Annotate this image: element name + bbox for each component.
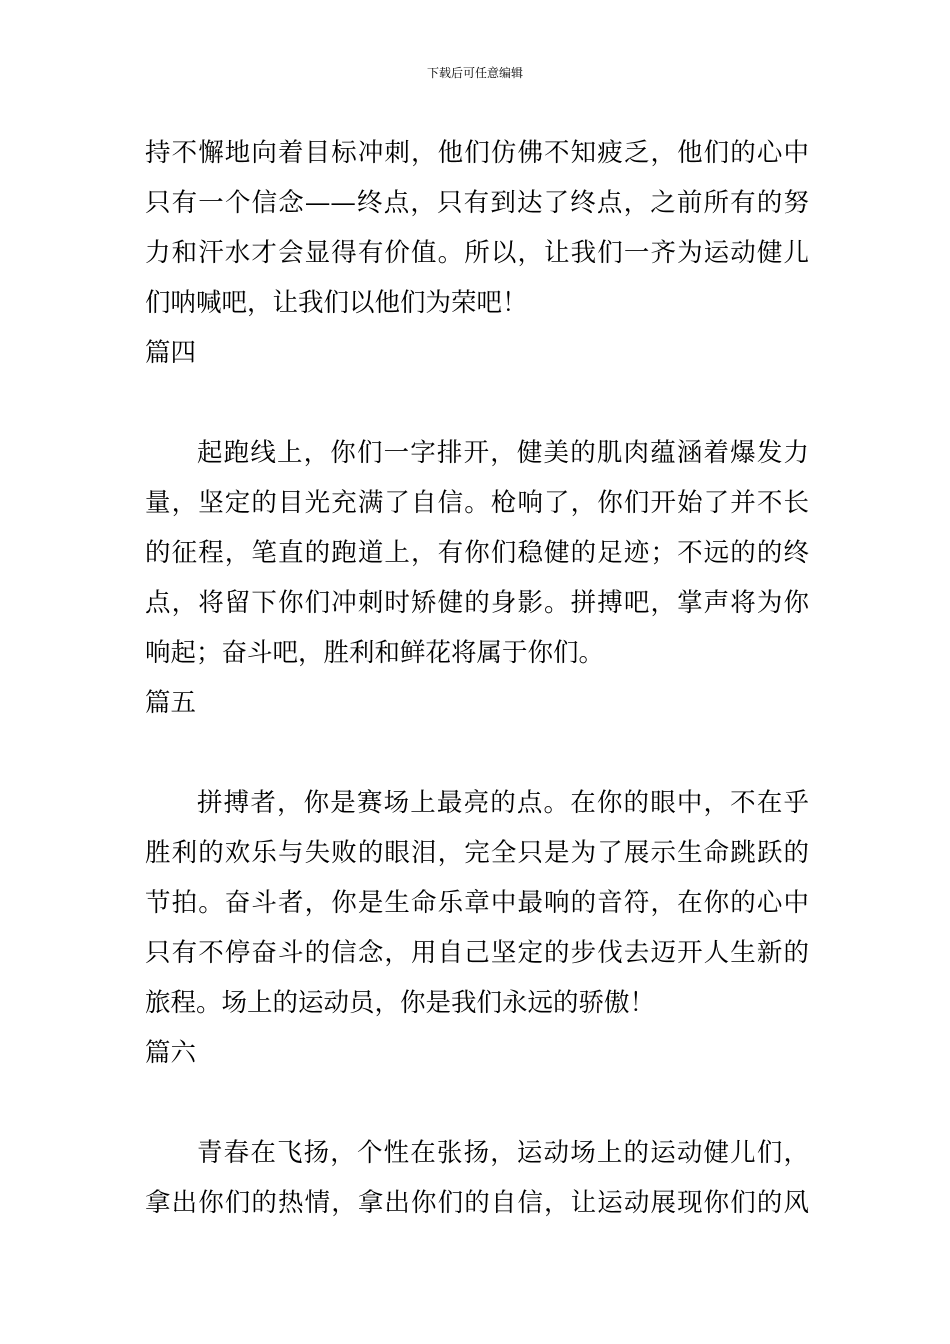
text-line: 量，坚定的目光充满了自信。枪响了，你们开始了并不长	[145, 488, 809, 518]
document-body	[145, 128, 809, 1228]
paragraph-first-line: 拼搏者，你是赛场上最亮的点。在你的眼中，不在乎	[197, 788, 809, 818]
text-line: 胜利的欢乐与失败的眼泪，完全只是为了展示生命跳跃的	[145, 838, 809, 868]
text-line: 持不懈地向着目标冲刺，他们仿佛不知疲乏，他们的心中	[145, 138, 809, 168]
blank-line	[145, 728, 809, 778]
text-line: 只有不停奋斗的信念，用自己坚定的步伐去迈开人生新的	[145, 938, 809, 968]
text-line: 节拍。奋斗者，你是生命乐章中最响的音符，在你的心中	[145, 888, 809, 918]
text-line: 只有一个信念——终点，只有到达了终点，之前所有的努	[145, 188, 809, 218]
text-line: 们呐喊吧，让我们以他们为荣吧！	[145, 288, 528, 318]
paragraph-first-line: 青春在飞扬，个性在张扬，运动场上的运动健儿们，	[197, 1138, 809, 1168]
section-heading-5: 篇五	[145, 688, 197, 718]
section-heading-4: 篇四	[145, 338, 197, 368]
page-header: 下载后可任意编辑	[426, 66, 523, 80]
blank-line	[145, 378, 809, 428]
paragraph-first-line: 起跑线上，你们一字排开，健美的肌肉蕴涵着爆发力	[197, 438, 809, 468]
text-line: 响起；奋斗吧，胜利和鲜花将属于你们。	[145, 638, 605, 668]
blank-line	[145, 1078, 809, 1128]
text-line: 力和汗水才会显得有价值。所以，让我们一齐为运动健儿	[145, 238, 809, 268]
section-heading-6: 篇六	[145, 1038, 197, 1068]
text-line: 旅程。场上的运动员，你是我们永远的骄傲！	[145, 988, 656, 1018]
text-line: 拿出你们的热情，拿出你们的自信，让运动展现你们的风	[145, 1188, 809, 1218]
text-line: 的征程，笔直的跑道上，有你们稳健的足迹；不远的的终	[145, 538, 809, 568]
text-line: 点，将留下你们冲刺时矫健的身影。拼搏吧，掌声将为你	[145, 588, 809, 618]
